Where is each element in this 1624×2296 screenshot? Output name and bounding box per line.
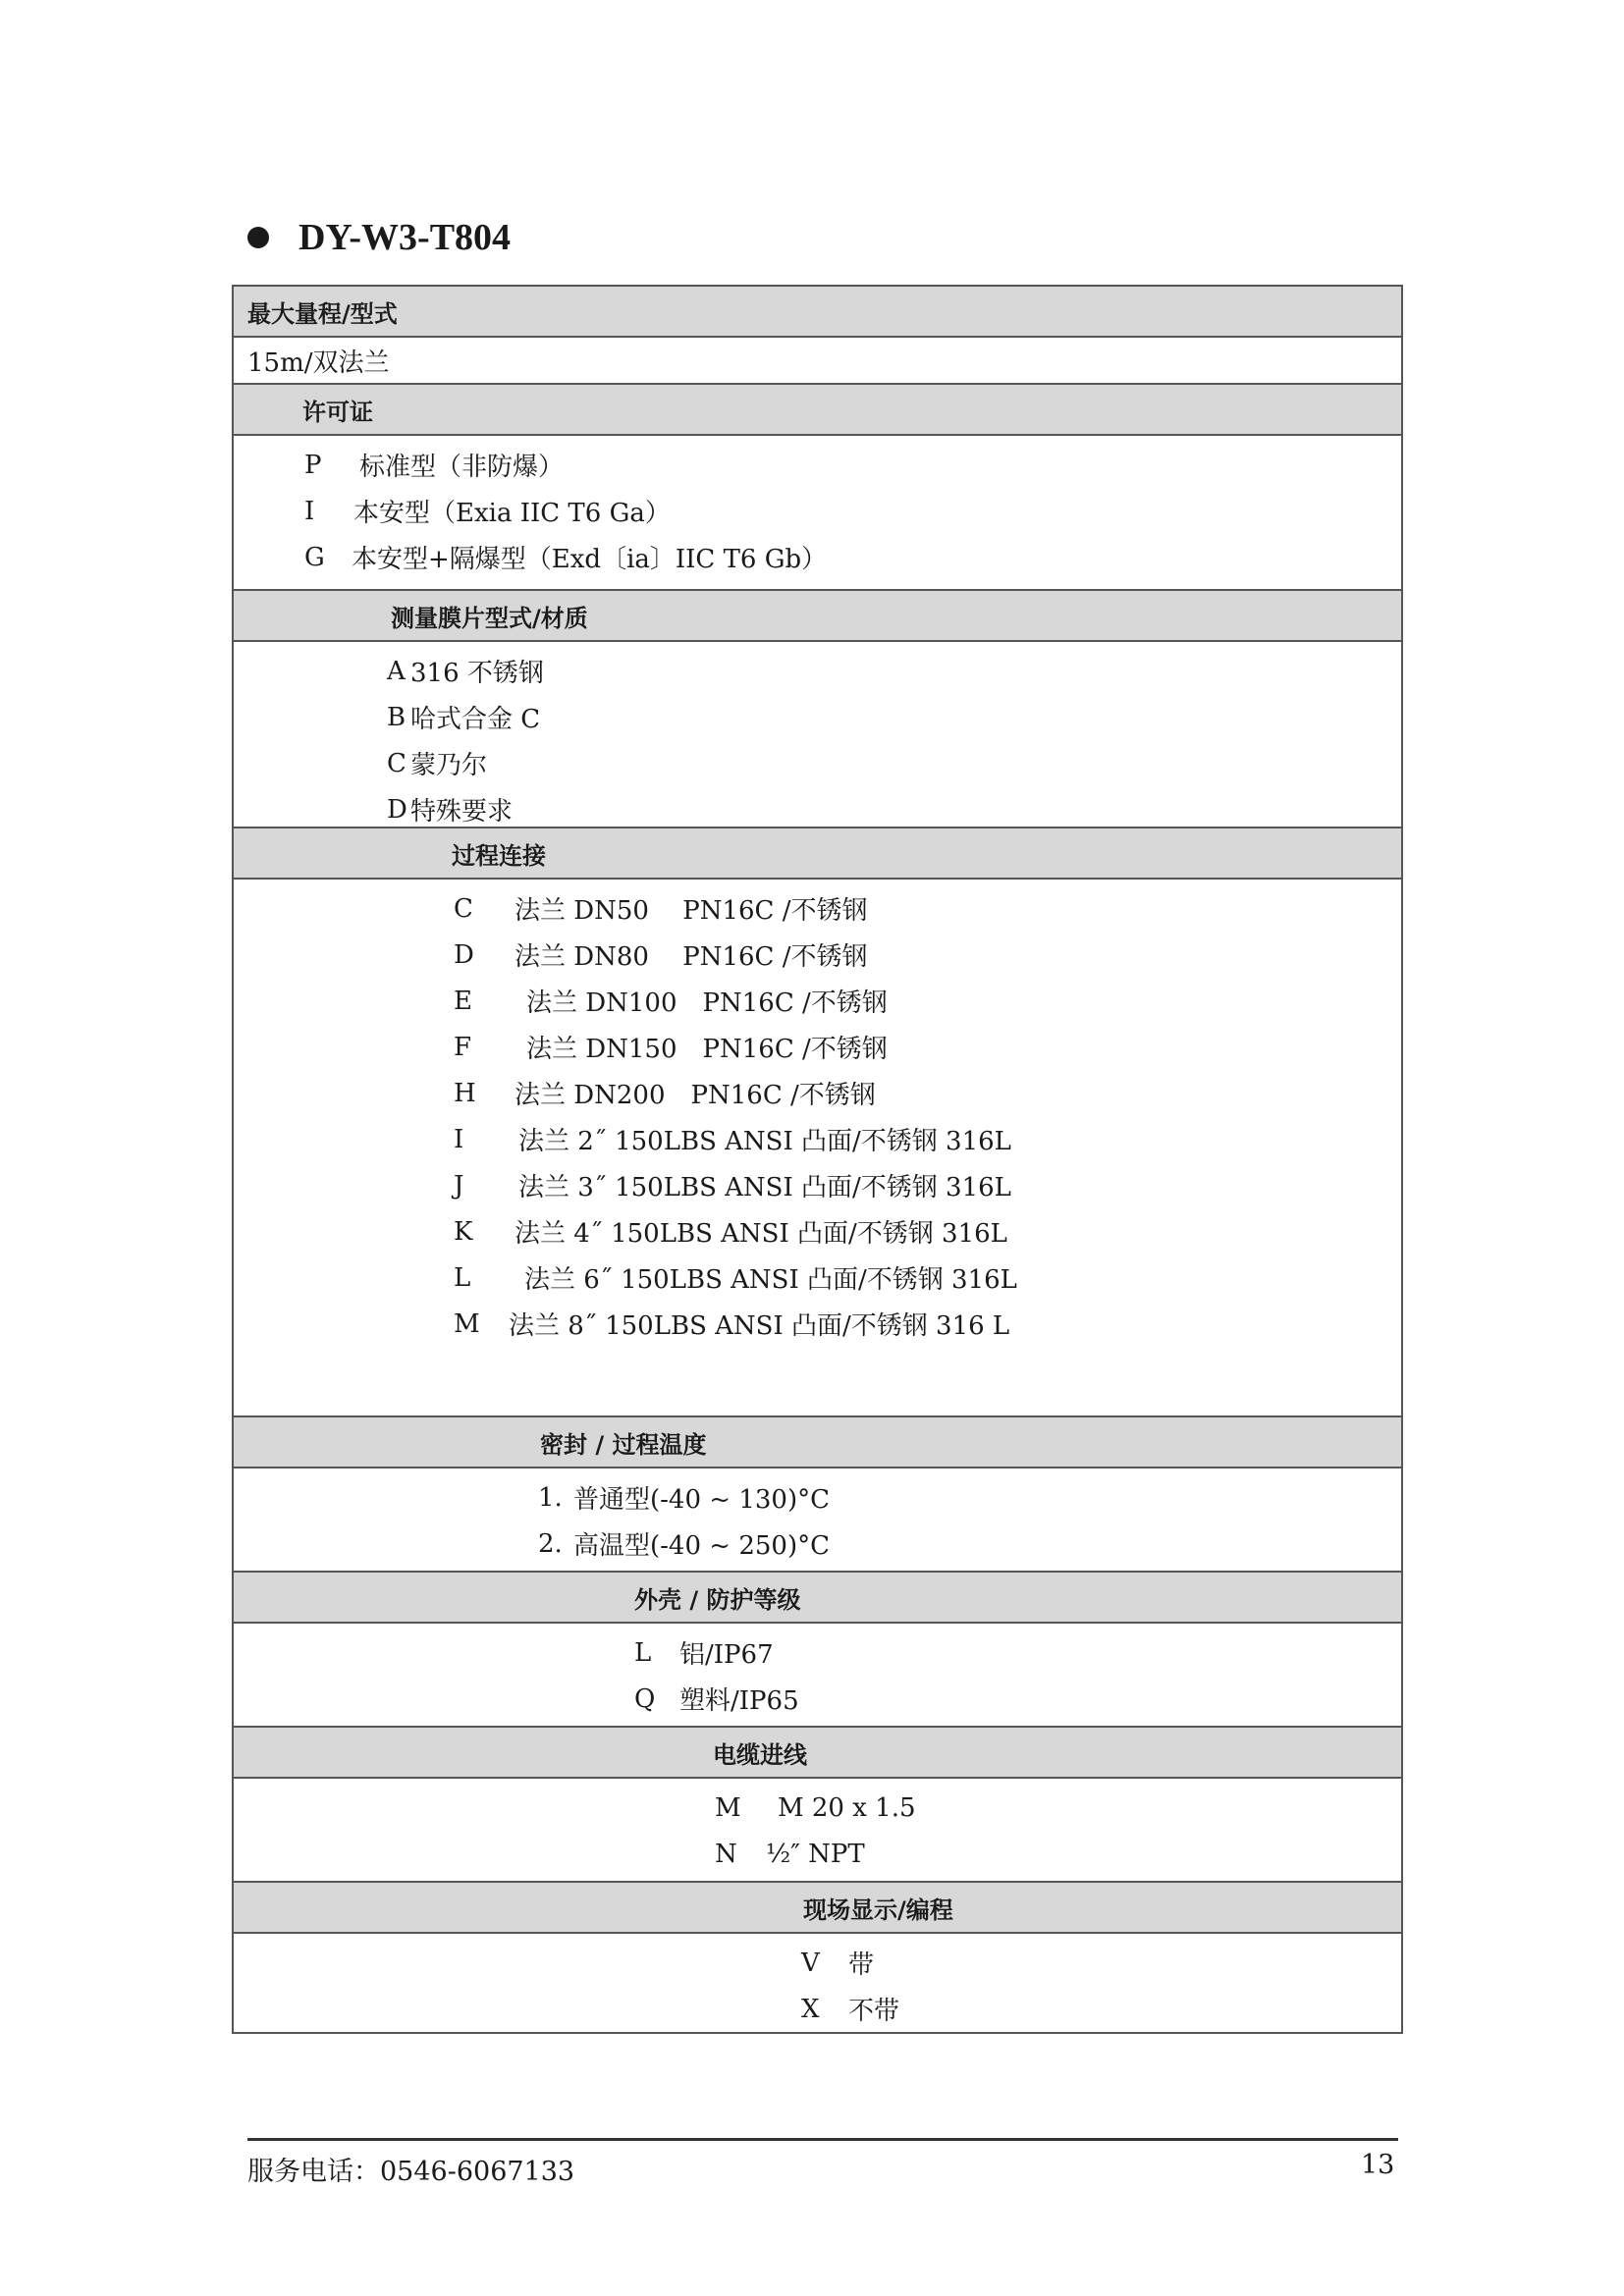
license-item (234, 488, 1401, 534)
diaphragm-item (234, 648, 1401, 694)
seal-text: 普通型(-40 ~ 130)°C (573, 1485, 830, 1515)
cable-text: M 20 x 1.5 (778, 1792, 916, 1823)
process-item (234, 1255, 1401, 1301)
page-number: 13 (1361, 2150, 1395, 2180)
diaphragm-item (234, 694, 1401, 740)
seal-item (234, 1474, 1401, 1521)
process-code: J (454, 1170, 464, 1201)
process-item (234, 1162, 1401, 1208)
process-code: C (454, 893, 473, 924)
range-header-label: 最大量程/型式 (247, 299, 398, 328)
display-code: X (801, 1994, 820, 2024)
display-section (234, 1934, 1401, 2032)
diaphragm-code: D (387, 794, 407, 825)
diaphragm-section (234, 642, 1401, 828)
process-header-label: 过程连接 (452, 841, 546, 870)
process-code: H (454, 1078, 476, 1108)
process-code: M (454, 1308, 480, 1339)
housing-text: 塑料/IP65 (679, 1686, 799, 1716)
range-header (234, 287, 1401, 338)
spec-table (232, 285, 1403, 2034)
process-code: I (454, 1124, 464, 1154)
license-code: I (304, 496, 315, 526)
process-section (234, 880, 1401, 1417)
process-header (234, 828, 1401, 880)
seal-text: 高温型(-40 ~ 250)°C (573, 1531, 830, 1561)
housing-code: L (634, 1637, 652, 1668)
license-code: P (304, 450, 322, 480)
seal-header (234, 1417, 1401, 1468)
process-code: E (454, 986, 472, 1016)
license-item (234, 442, 1401, 488)
housing-code: Q (634, 1683, 656, 1714)
process-text: 法兰 6˝ 150LBS ANSI 凸面/不锈钢 316L (524, 1265, 1017, 1295)
license-text: 标准型（非防爆） (359, 453, 565, 482)
process-text: 法兰 4˝ 150LBS ANSI 凸面/不锈钢 316L (514, 1219, 1007, 1249)
display-text: 不带 (848, 1997, 900, 2026)
process-item (234, 1208, 1401, 1255)
cable-item (234, 1785, 1401, 1831)
diaphragm-header (234, 591, 1401, 642)
display-header-label: 现场显示/编程 (803, 1896, 953, 1924)
process-code: D (454, 939, 474, 970)
license-code: G (304, 542, 325, 572)
housing-section (234, 1624, 1401, 1728)
process-text: 法兰 DN150 PN16C /不锈钢 (526, 1035, 888, 1064)
housing-text: 铝/IP67 (679, 1640, 774, 1670)
diaphragm-text: 316 不锈钢 (410, 659, 544, 688)
display-code: V (801, 1948, 820, 1978)
license-section (234, 436, 1401, 591)
process-code: L (454, 1262, 471, 1293)
process-item (234, 1024, 1401, 1070)
process-code: F (454, 1032, 472, 1062)
process-text: 法兰 8˝ 150LBS ANSI 凸面/不锈钢 316 L (509, 1311, 1010, 1341)
process-text: 法兰 DN80 PN16C /不锈钢 (514, 942, 868, 972)
model-title: DY-W3-T804 (298, 217, 512, 258)
cable-text: ½″ NPT (766, 1839, 865, 1869)
process-text: 法兰 2˝ 150LBS ANSI 凸面/不锈钢 316L (518, 1127, 1011, 1156)
diaphragm-text: 特殊要求 (410, 797, 514, 827)
license-text: 本安型+隔爆型（Exd〔ia〕IIC T6 Gb） (352, 545, 828, 574)
cable-code: M (715, 1792, 741, 1823)
cable-header (234, 1728, 1401, 1779)
process-item (234, 932, 1401, 978)
cable-section (234, 1779, 1401, 1883)
license-header-label: 许可证 (302, 398, 373, 426)
process-item (234, 1301, 1401, 1347)
display-item (234, 1940, 1401, 1986)
range-value-row (234, 338, 1401, 385)
process-item (234, 1116, 1401, 1162)
diaphragm-code: A (387, 656, 406, 686)
diaphragm-text: 哈式合金 C (410, 705, 541, 734)
process-text: 法兰 DN100 PN16C /不锈钢 (526, 988, 888, 1018)
display-item (234, 1986, 1401, 2032)
diaphragm-item (234, 786, 1401, 832)
process-code: K (454, 1216, 473, 1247)
process-item (234, 978, 1401, 1024)
bullet-icon (247, 227, 269, 248)
display-header (234, 1883, 1401, 1934)
license-text: 本安型（Exia IIC T6 Ga） (353, 499, 671, 528)
seal-code: 1. (538, 1482, 563, 1513)
diaphragm-code: B (387, 702, 406, 732)
cable-item (234, 1831, 1401, 1877)
license-header (234, 385, 1401, 436)
footer-divider (247, 2138, 1398, 2141)
diaphragm-text: 蒙乃尔 (410, 751, 488, 780)
housing-header (234, 1573, 1401, 1624)
diaphragm-header-label: 测量膜片型式/材质 (391, 604, 588, 632)
seal-code: 2. (538, 1528, 563, 1559)
cable-code: N (715, 1839, 737, 1869)
cable-header-label: 电缆进线 (713, 1740, 807, 1769)
license-item (234, 534, 1401, 580)
housing-item (234, 1629, 1401, 1676)
process-text: 法兰 3˝ 150LBS ANSI 凸面/不锈钢 316L (518, 1173, 1011, 1202)
process-text: 法兰 DN200 PN16C /不锈钢 (514, 1081, 876, 1110)
display-text: 带 (848, 1950, 875, 1980)
page-title (247, 216, 511, 259)
process-item (234, 885, 1401, 932)
service-phone: 服务电话：0546-6067133 (247, 2157, 575, 2187)
housing-item (234, 1676, 1401, 1722)
diaphragm-item (234, 740, 1401, 786)
range-value: 15m/双法兰 (247, 347, 390, 378)
process-text: 法兰 DN50 PN16C /不锈钢 (514, 896, 868, 926)
seal-item (234, 1521, 1401, 1567)
process-item (234, 1070, 1401, 1116)
housing-header-label: 外壳 / 防护等级 (634, 1585, 801, 1614)
seal-header-label: 密封 / 过程温度 (540, 1430, 707, 1459)
seal-section (234, 1468, 1401, 1573)
diaphragm-code: C (387, 748, 406, 778)
